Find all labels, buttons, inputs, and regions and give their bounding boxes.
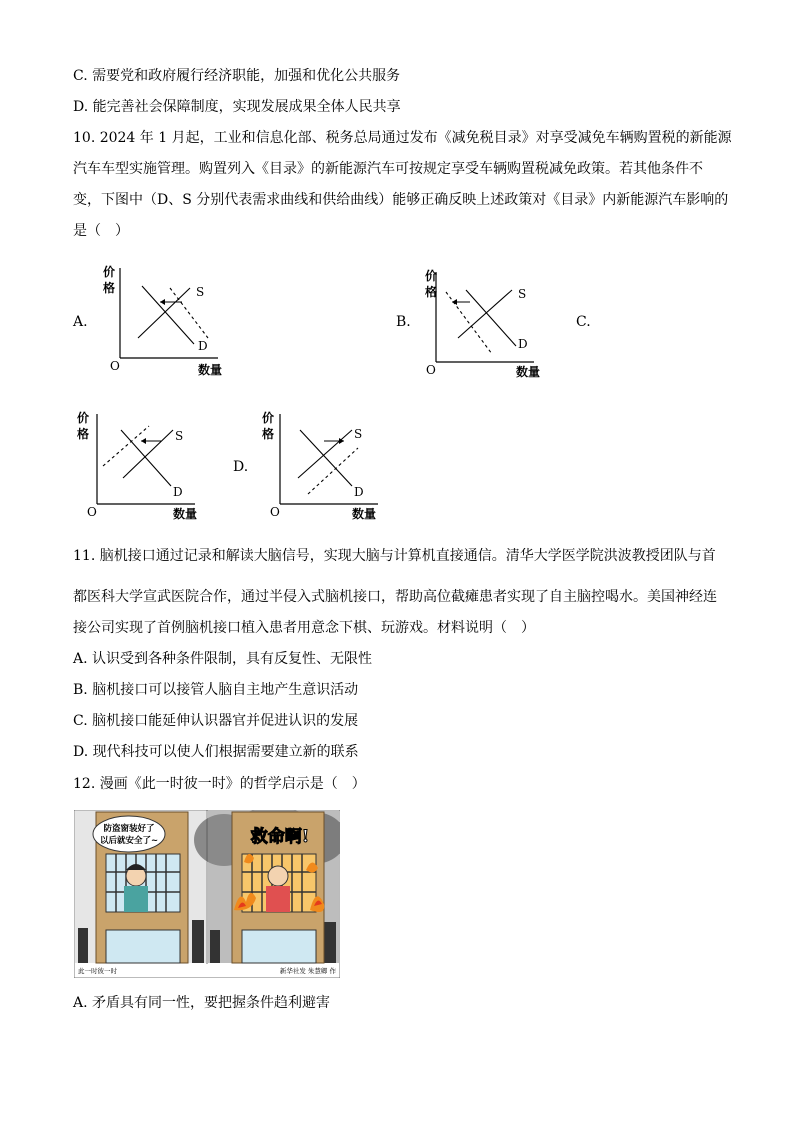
graph-option-a bbox=[100, 262, 240, 380]
price-label: 格 bbox=[77, 427, 90, 441]
demand-label: D bbox=[354, 485, 364, 499]
speech-bubble bbox=[93, 816, 165, 852]
price-label: 格 bbox=[262, 427, 275, 441]
q11-stem-line1: 11. 脑机接口通过记录和解读大脑信号，实现大脑与计算机直接通信。清华大学医学院洪波教授团队与首 bbox=[73, 548, 716, 564]
supply-curve bbox=[123, 430, 173, 478]
supply-label: S bbox=[175, 429, 184, 443]
origin-label: O bbox=[426, 363, 436, 377]
price-label: 格 bbox=[425, 285, 438, 299]
shifted-supply-curve bbox=[308, 448, 358, 494]
q11-option-d: D. 现代科技可以使人们根据需要建立新的联系 bbox=[73, 744, 359, 760]
caption-title: 此一时彼一时 bbox=[78, 967, 117, 975]
quantity-label: 数量 bbox=[173, 507, 198, 521]
demand-label: D bbox=[198, 339, 208, 353]
price-label: 价 bbox=[77, 411, 90, 425]
q10-stem-line2: 汽车车型实施管理。购置列入《目录》的新能源汽车可按规定享受车辆购置税减免政策。若其他条件不 bbox=[73, 161, 703, 177]
quantity-label: 数量 bbox=[516, 365, 541, 379]
shout-text: 救命啊! bbox=[250, 827, 310, 847]
option-c-label: C. bbox=[576, 314, 591, 330]
arrow-head bbox=[160, 299, 165, 305]
skyline bbox=[210, 930, 220, 963]
q11-option-c: C. 脑机接口能延伸认识器官并促进认识的发展 bbox=[73, 713, 359, 729]
origin-label: O bbox=[87, 505, 97, 519]
q12-stem: 12. 漫画《此一时彼一时》的哲学启示是（ ） bbox=[73, 776, 366, 792]
origin-label: O bbox=[110, 359, 120, 373]
man-face bbox=[268, 866, 288, 886]
caption-credit: 新华社发 朱慧卿 作 bbox=[279, 967, 336, 975]
demand-label: D bbox=[173, 485, 183, 499]
price-label: 价 bbox=[103, 265, 116, 279]
demand-label: D bbox=[518, 337, 528, 351]
q11-stem-line3: 接公司实现了首例脑机接口植入患者用意念下棋、玩游戏。材料说明（ ） bbox=[73, 620, 535, 636]
origin-label: O bbox=[270, 505, 280, 519]
supply-label: S bbox=[518, 287, 527, 301]
lower-window bbox=[242, 930, 316, 963]
q11-option-b: B. 脑机接口可以接管人脑自主地产生意识活动 bbox=[73, 682, 359, 698]
quantity-label: 数量 bbox=[198, 363, 223, 377]
q10-stem-line3: 变，下图中（D、S 分别代表需求曲线和供给曲线）能够正确反映上述政策对《目录》内新能源汽车影响的 bbox=[73, 192, 729, 208]
option-d-label: D. bbox=[233, 459, 249, 475]
cartoon-image bbox=[74, 810, 340, 978]
speech-text-2: 以后就安全了~ bbox=[99, 836, 159, 846]
price-label: 价 bbox=[425, 269, 438, 283]
skyline bbox=[78, 928, 88, 963]
skyline bbox=[192, 920, 204, 963]
man-shirt bbox=[124, 886, 148, 912]
speech-text-1: 防盗窗装好了 bbox=[103, 824, 155, 834]
lower-window bbox=[106, 930, 180, 963]
q10-stem-line4: 是（ ） bbox=[73, 223, 129, 239]
quantity-label: 数量 bbox=[352, 507, 377, 521]
q11-stem-line2: 都医科大学宣武医院合作，通过半侵入式脑机接口，帮助高位截瘫患者实现了自主脑控喝水。美国神经连 bbox=[73, 589, 717, 605]
skyline bbox=[324, 922, 336, 963]
option-a-label: A. bbox=[73, 314, 88, 330]
demand-curve bbox=[466, 290, 516, 346]
graph-option-d bbox=[258, 408, 398, 526]
supply-label: S bbox=[196, 285, 205, 299]
q9-option-c: C. 需要党和政府履行经济职能，加强和优化公共服务 bbox=[73, 68, 401, 84]
option-b-label: B. bbox=[396, 314, 411, 330]
price-label: 价 bbox=[262, 411, 275, 425]
demand-curve bbox=[142, 286, 194, 344]
q10-stem-line1: 10. 2024 年 1 月起，工业和信息化部、税务总局通过发布《减免税目录》对享受减免车辆购置税的新能源 bbox=[73, 130, 732, 146]
supply-label: S bbox=[354, 427, 363, 441]
arrow-head bbox=[141, 438, 146, 444]
q11-option-a: A. 认识受到各种条件限制，具有反复性、无限性 bbox=[73, 651, 373, 667]
graph-option-c bbox=[75, 408, 215, 526]
man-shirt bbox=[266, 886, 290, 912]
q12-option-a: A. 矛盾具有同一性，要把握条件趋利避害 bbox=[73, 995, 331, 1011]
q9-option-d: D. 能完善社会保障制度，实现发展成果全体人民共享 bbox=[73, 99, 401, 115]
supply-curve bbox=[458, 290, 512, 338]
graph-option-b bbox=[422, 266, 562, 384]
shifted-demand-curve bbox=[446, 292, 492, 354]
price-label: 格 bbox=[103, 281, 116, 295]
